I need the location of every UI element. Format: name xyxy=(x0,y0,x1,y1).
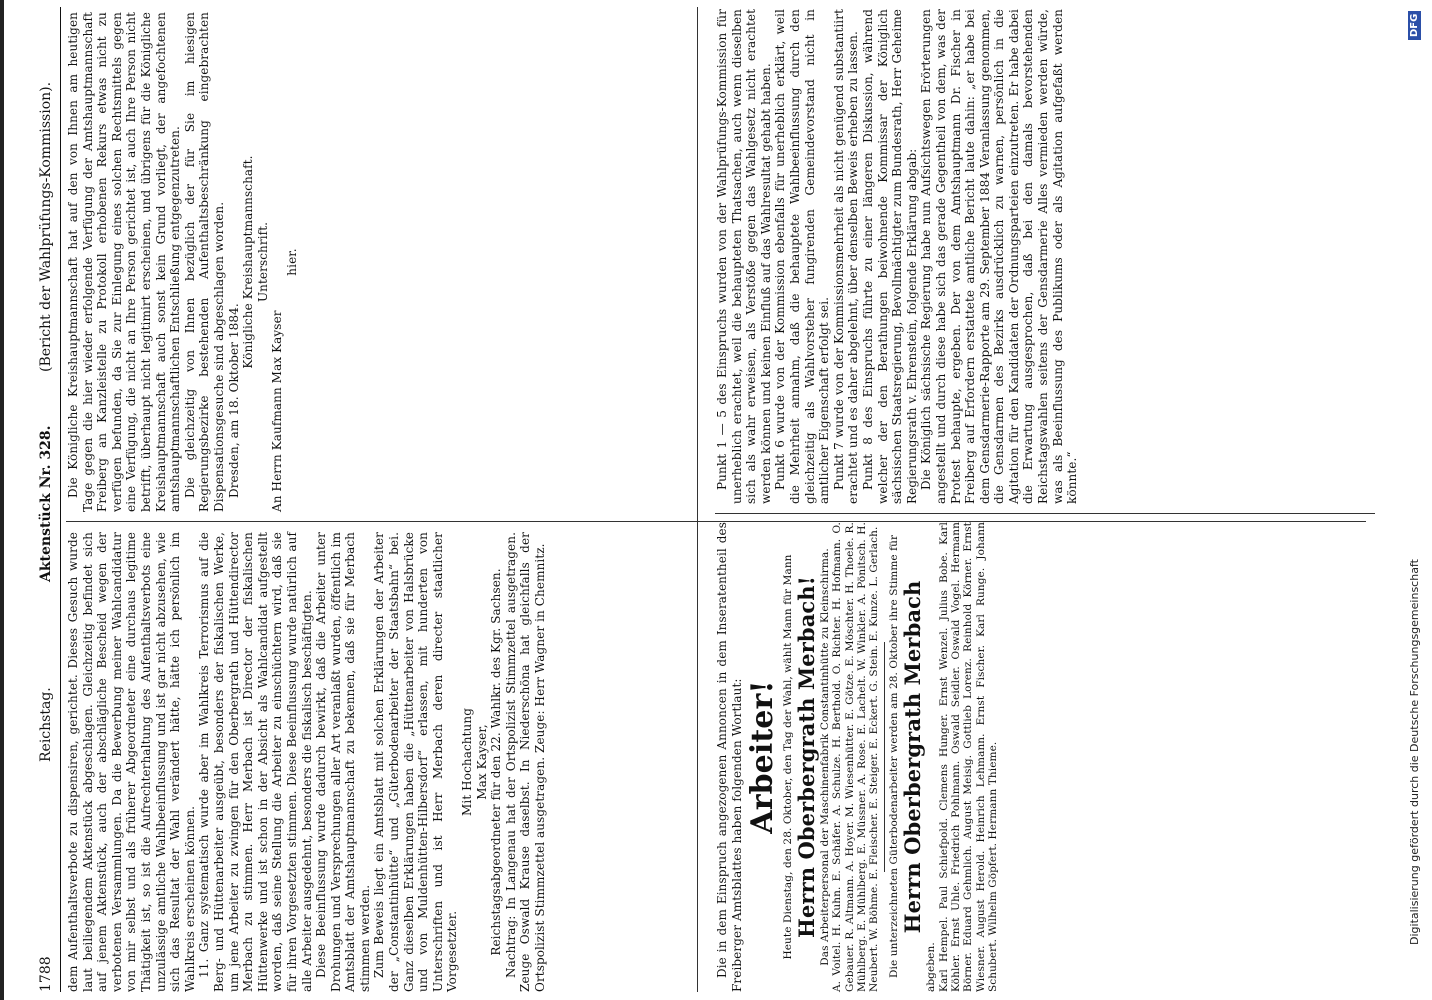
ad-rule xyxy=(884,642,885,872)
dateline: Dresden, am 18. Oktober 1884. xyxy=(226,303,241,498)
paragraph: Diese Beeinflussung wurde dadurch bewirkt, daß die Arbeiter unter Drohungen und Versprechungen aller Art veranlaßt wurden, öffentlich im Amtsblatt der Amtshauptmannschaft zu bekennen, daß sie für Merbach stimmen werden. xyxy=(314,532,372,992)
paragraph: Punkt 6 wurde von der Kommission ebenfalls für unerheblich erklärt, weil die Mehrheit annahm, daß die behauptete Wahlbeeinflussung durch den gleichzeitig als Wahlvorsteher fungirenden Gemeindevorstand nicht in amtlicher Eigenschaft erfolgt sei. xyxy=(773,9,832,504)
right-column-1 xyxy=(715,522,1000,992)
paragraph: Punkt 7 wurde von der Kommissionsmehrheit als nicht genügend substantiirt erachtet und es daher abgelehnt, über denselben Beweis erheben zu lassen. xyxy=(831,9,861,504)
ad-name: Herrn Oberbergrath Merbach! xyxy=(794,576,820,938)
ad-text: Die unterzeichneten Güterbodenarbeiter werden am 28. Oktober ihre Stimme für xyxy=(887,534,900,978)
section-title: (Bericht der Wahlprüfungs-Kommission). xyxy=(38,81,54,372)
closing: Mit Hochachtung xyxy=(460,708,475,816)
paragraph: Die gleichzeitig von Ihnen bezüglich der für Sie im hiesigen Regierungsbezirke bestehenden Aufenthaltsbeschränkung eingebrachten Dispensationsgesuche sind abgeschlagen worden. xyxy=(182,12,226,512)
ad-text: Heute Dienstag, den 28. Oktober, den Tag der Wahl, wählt Mann für Mann xyxy=(782,554,795,960)
ad-sub: abgeben. xyxy=(925,942,938,992)
left-column-1 xyxy=(66,532,548,992)
page-number: 1788 xyxy=(38,956,54,992)
ad-sub: Das Arbeiterpersonal der Maschinenfabrik Constantinhütte zu Kleinschirma. xyxy=(819,548,832,966)
ad-headline: Arbeiter! xyxy=(745,680,781,834)
paragraph: dem Aufenthaltsverbote zu dispensiren, gerichtet. Dieses Gesuch wurde laut beiliegendem Aktenstück abgeschlagen. Gleichzeitig befindet sich auf jenem Aktenstück, auch der abschlägliche Bescheid wegen der verbotenen Versammlungen. Da die Bewerbung meiner Wahlcandidatur von mir selbst und als früherer Abgeordneter eine durchaus legitime Thätigkeit ist, so ist die Aufrechterhaltung des Aufenthaltsverbots eine unzulässige amtliche Wahlbeeinflussung und ist gar nicht abzusehen, wie sich das Resultat der Wahl verändert hätte, hätte ich persönlich im Wahlkreis erscheinen können. xyxy=(66,532,197,992)
ad-name: Herrn Oberbergrath Merbach xyxy=(900,580,926,934)
paragraph: Die Königlich sächsische Regierung habe nun Aufsichtswegen Erörterungen angestellt und durch diese habe sich das gerade Gegentheil von dem, was der Protest behaupte, ergeben. Der von dem Amtshauptmann Dr. Fischer in Freiberg auf Erfordern erstattete amtliche Bericht laute dahin: „er habe bei dem Gensdarmerie-Rapporte am 29. September 1884 Veranlassung genommen, die Gensdarmen des Bezirks ausdrücklich zu warnen, persönlich in die Agitation für den Kandidaten der Ordnungsparteien einzutreten. Er habe dabei die Erwartung ausgesprochen, daß bei den damals bevorstehenden Reichstagswahlen seitens der Gensdarmerie Alles vermieden werden würde, was als Beeinflussung des Publikums oder als Agitation aufgefaßt werden könnte.“ xyxy=(919,9,1080,504)
page-rule xyxy=(697,7,698,992)
paragraph: Zum Beweis liegt ein Amtsblatt mit solchen Erklärungen der Arbeiter der „Constantinhütte“ und „Güterbodenarbeiter der Staatsbahn“ bei. Ganz dieselben Erklärungen haben die „Hüttenarbeiter von Halsbrücke und von Muldenhütten-Hilbersdorf“ erlassen, mit hunderten von Unterschriften und ist Herr Merbach deren directer staatlicher Vorgesetzter. xyxy=(372,532,460,992)
running-header xyxy=(36,7,58,992)
paragraph: Punkt 1 — 5 des Einspruchs wurden von der Wahlprüfungs-Kommission für unerheblich erachtet, weil die behaupteten Thatsachen, auch wenn dieselben sich als wahr erweisen, als Verstöße gegen das Wahlgesetz nicht erachtet werden können und keinen Einfluß auf das Wahlresultat gehabt haben. xyxy=(715,9,773,504)
signature: Unterschrift. xyxy=(255,221,270,303)
nachtrag: Nachtrag: In Langenau hat der Ortspolizist Stimmzettel ausgetragen. Zeuge Oswald Krause daselbst. In Niederschöna hat gleichfalls der Ortspolizist Stimmzettel ausgetragen. Zeuge: Herr Wagner in Chemnitz. xyxy=(503,532,547,992)
header-rule xyxy=(60,7,61,992)
paragraph: Die in dem Einspruch angezogenen Annoncen in dem Inseratentheil des Freiberger Amtsblattes haben folgenden Wortlaut: xyxy=(715,522,744,992)
addressee: An Herrn Kaufmann Max Kayser xyxy=(270,310,285,512)
addressee-location: hier. xyxy=(284,248,299,276)
left-column-2 xyxy=(66,12,300,512)
paragraph: 11. Ganz systematisch wurde aber im Wahlkreis Terrorismus auf die Berg- und Hüttenarbeiter ausgeübt, besonders der fiskalischen Werke, um jene Arbeiter zu zwingen für den Oberbergrath und Hüttendirector Merbach zu stimmen. Herr Merbach ist Director der fiskalischen Hüttenwerke und ist schon in der Absicht als Wahlcandidat aufgestellt worden, daß seine Stellung die Arbeiter zu einschüchtern wird, daß sie für ihren Vorgesetzten stimmen. Diese Beeinflussung wurde natürlich auf alle Arbeiter ausgedehnt, besonders die fiskalisch beschäftigten. xyxy=(197,532,314,992)
signature: Max Kayser, xyxy=(474,724,489,800)
authority: Königliche Kreishauptmannschaft. xyxy=(241,155,256,369)
ad-names: A. Voitel. H. Kuhn. E. Schäfer. A. Schulze. H. Berthold. O. Richter. H. Hofmann. O. Gebauer. R. Altmann. A. Hoyer. M. Wiesenhütter. E. Götze. E. Möschter. H. Thoele. R. Mühlberg. E. Mühlberg. E. Müssner. A. Rose. E. Lachelt. W. Winkler. A. Pönitsch. H. Neubert. W. Böhme. E. Fleischer. E. Steiger. E. Eckert. G. Stein. E. Kunze. L. Gerlach. xyxy=(831,522,881,992)
paragraph: Punkt 8 des Einspruchs führte zu einer längeren Diskussion, während welcher der den Berathungen beiwohnende Kommissar der Königlich sächsischen Staatsregierung, Bevollmächtigter zum Bundesrath, Herr Geheime Regierungsrath v. Ehrenstein, folgende Erklärung abgab: xyxy=(860,9,919,504)
column-rule xyxy=(715,513,1375,514)
dfg-logo: DFG xyxy=(1408,11,1421,40)
rotated-sheet-right xyxy=(705,7,1395,992)
document-title: Aktenstück Nr. 328. xyxy=(38,425,54,582)
ad-names: Karl Hempel. Paul Schiefpold. Clemens Hunger. Ernst Wenzel. Julius Bobe. Karl Köhler. Ernst Uhle. Friedrich Pohlmann. Oswald Seidler. Oswald Vogel. Hermann Börner. Eduard Gehmlich. August Meisig. Gottlieb Lorenz. Reinhold Körner. Ernst Wiesner. August Herold. Heinrich Lehmann. Ernst Fischer. Karl Runge. Johann Schubert. Wilhelm Göpfert. Hermann Thieme. xyxy=(937,522,1000,992)
dfg-note: Digitalisierung gefördert durch die Deutsche Forschungsgemeinschaft xyxy=(1408,559,1421,945)
right-column-2 xyxy=(715,9,1080,504)
signature-title: Reichstagsabgeordneter für den 22. Wahlkr. des Kgr. Sachsen. xyxy=(489,568,504,956)
running-head: Reichstag. xyxy=(38,687,54,762)
scan-edge xyxy=(0,0,4,1000)
paragraph: Die Königliche Kreishauptmannschaft hat auf den von Ihnen am heutigen Tage gegen die hier wieder erfolgende Verfügung der Amtshauptmannschaft Freiberg an Kanzleistelle zu Protokoll erhobenen Rekurs etwas nicht zu verfügen befunden, da Sie zur Einlegung eines solchen Rechtsmittels gegen eine Verfügung, die nicht an Ihre Person gerichtet ist, auch Ihre Person nicht betrifft, überhaupt nicht legitimirt erscheinen, und übrigens für die Königliche Kreishauptmannschaft auch sonst kein Grund vorliegt, der angefochtenen amtshauptmannschaftlichen Entschließung entgegenzutreten. xyxy=(66,12,183,512)
